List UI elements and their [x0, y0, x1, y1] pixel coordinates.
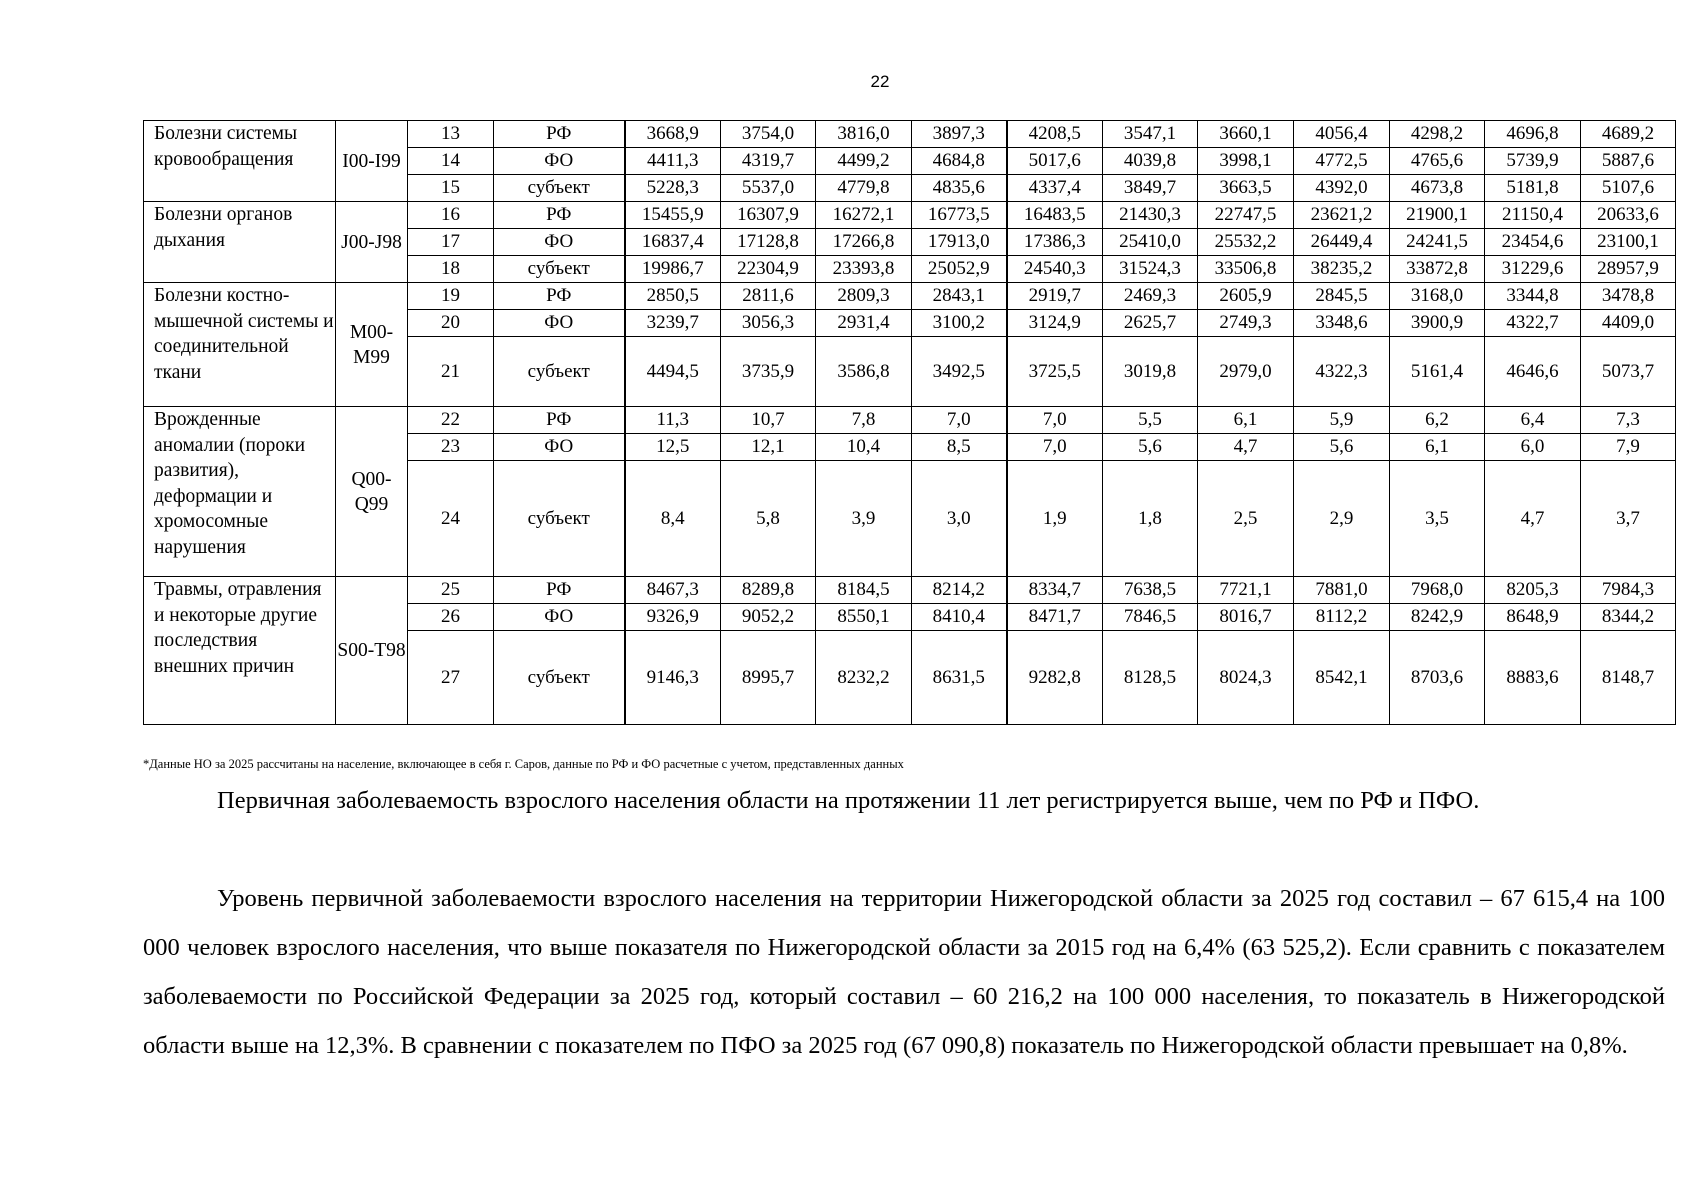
value-cell: 3,5: [1390, 461, 1485, 577]
value-cell: 8184,5: [816, 577, 912, 604]
value-cell: 8550,1: [816, 604, 912, 631]
value-cell: 25532,2: [1198, 229, 1294, 256]
value-cell: 4779,8: [816, 175, 912, 202]
value-cell: 3586,8: [816, 337, 912, 407]
value-cell: 6,1: [1390, 434, 1485, 461]
value-cell: 3725,5: [1007, 337, 1103, 407]
value-cell: 8344,2: [1581, 604, 1676, 631]
territory-cell: ФО: [494, 310, 625, 337]
value-cell: 12,5: [625, 434, 721, 461]
value-cell: 5161,4: [1390, 337, 1485, 407]
value-cell: 1,9: [1007, 461, 1103, 577]
value-cell: 5228,3: [625, 175, 721, 202]
row-number-cell: 23: [408, 434, 494, 461]
value-cell: 4322,3: [1294, 337, 1390, 407]
value-cell: 7,0: [912, 407, 1007, 434]
value-cell: 8214,2: [912, 577, 1007, 604]
value-cell: 11,3: [625, 407, 721, 434]
morbidity-table: [143, 120, 1676, 725]
value-cell: 3900,9: [1390, 310, 1485, 337]
value-cell: 19986,7: [625, 256, 721, 283]
paragraph-2: Уровень первичной заболеваемости взрослого населения на территории Нижегородской области за 2025 год составил – 67 615,4 на 100 000 человек взрослого населения, что выше показателя по Нижегородской области за 2015 год на 6,4% (63 525,2). Если сравнить с показателем заболеваемости по Российской Федерации за 2025 год, который составил – 60 216,2 на 100 000 населения, то показатель в Нижегородской области выше на 12,3%. В сравнении с показателем по ПФО за 2025 год (67 090,8) показатель по Нижегородской области превышает на 0,8%.: [143, 885, 1665, 1059]
value-cell: 23454,6: [1485, 229, 1581, 256]
value-cell: 5,6: [1294, 434, 1390, 461]
value-cell: 3816,0: [816, 121, 912, 148]
table-body: [144, 121, 1676, 725]
value-cell: 4494,5: [625, 337, 721, 407]
value-cell: 5181,8: [1485, 175, 1581, 202]
value-cell: 3897,3: [912, 121, 1007, 148]
value-cell: 16773,5: [912, 202, 1007, 229]
value-cell: 2979,0: [1198, 337, 1294, 407]
value-cell: 7968,0: [1390, 577, 1485, 604]
value-cell: 21900,1: [1390, 202, 1485, 229]
value-cell: 31524,3: [1103, 256, 1198, 283]
value-cell: 5,5: [1103, 407, 1198, 434]
value-cell: 2843,1: [912, 283, 1007, 310]
value-cell: 4,7: [1198, 434, 1294, 461]
value-cell: 5887,6: [1581, 148, 1676, 175]
value-cell: 23621,2: [1294, 202, 1390, 229]
icd-code-cell: J00-J98: [336, 202, 408, 283]
disease-name-cell: Врожденные аномалии (пороки развития), деформации и хромосомные нарушения: [144, 407, 336, 577]
value-cell: 3668,9: [625, 121, 721, 148]
value-cell: 3239,7: [625, 310, 721, 337]
value-cell: 6,4: [1485, 407, 1581, 434]
value-cell: 4673,8: [1390, 175, 1485, 202]
row-number-cell: 18: [408, 256, 494, 283]
value-cell: 33872,8: [1390, 256, 1485, 283]
value-cell: 2811,6: [721, 283, 816, 310]
value-cell: 2931,4: [816, 310, 912, 337]
value-cell: 7881,0: [1294, 577, 1390, 604]
value-cell: 24540,3: [1007, 256, 1103, 283]
value-cell: 3100,2: [912, 310, 1007, 337]
value-cell: 8016,7: [1198, 604, 1294, 631]
value-cell: 17913,0: [912, 229, 1007, 256]
value-cell: 25052,9: [912, 256, 1007, 283]
territory-cell: субъект: [494, 337, 625, 407]
value-cell: 9052,2: [721, 604, 816, 631]
value-cell: 4684,8: [912, 148, 1007, 175]
value-cell: 4208,5: [1007, 121, 1103, 148]
value-cell: 23100,1: [1581, 229, 1676, 256]
value-cell: 2469,3: [1103, 283, 1198, 310]
row-number-cell: 27: [408, 631, 494, 725]
table-row: [144, 202, 1676, 229]
value-cell: 2605,9: [1198, 283, 1294, 310]
value-cell: 2850,5: [625, 283, 721, 310]
table-row: [144, 577, 1676, 604]
territory-cell: РФ: [494, 121, 625, 148]
value-cell: 3348,6: [1294, 310, 1390, 337]
disease-name-cell: Болезни системы кровообращения: [144, 121, 336, 202]
value-cell: 5073,7: [1581, 337, 1676, 407]
value-cell: 28957,9: [1581, 256, 1676, 283]
territory-cell: ФО: [494, 604, 625, 631]
value-cell: 25410,0: [1103, 229, 1198, 256]
value-cell: 9282,8: [1007, 631, 1103, 725]
value-cell: 3344,8: [1485, 283, 1581, 310]
value-cell: 4,7: [1485, 461, 1581, 577]
value-cell: 33506,8: [1198, 256, 1294, 283]
value-cell: 3056,3: [721, 310, 816, 337]
value-cell: 21150,4: [1485, 202, 1581, 229]
disease-name-cell: Болезни костно-мышечной системы и соединительной ткани: [144, 283, 336, 407]
value-cell: 7721,1: [1198, 577, 1294, 604]
value-cell: 9326,9: [625, 604, 721, 631]
row-number-cell: 19: [408, 283, 494, 310]
territory-cell: РФ: [494, 577, 625, 604]
value-cell: 3168,0: [1390, 283, 1485, 310]
value-cell: 4772,5: [1294, 148, 1390, 175]
value-cell: 31229,6: [1485, 256, 1581, 283]
row-number-cell: 24: [408, 461, 494, 577]
table-footnote: *Данные НО за 2025 рассчитаны на население, включающее в себя г. Саров, данные по РФ и ФО расчетные с учетом, представленных данных: [143, 757, 904, 771]
value-cell: 24241,5: [1390, 229, 1485, 256]
territory-cell: ФО: [494, 229, 625, 256]
value-cell: 8,5: [912, 434, 1007, 461]
value-cell: 4409,0: [1581, 310, 1676, 337]
value-cell: 10,7: [721, 407, 816, 434]
value-cell: 12,1: [721, 434, 816, 461]
value-cell: 8024,3: [1198, 631, 1294, 725]
value-cell: 4298,2: [1390, 121, 1485, 148]
value-cell: 4696,8: [1485, 121, 1581, 148]
value-cell: 16483,5: [1007, 202, 1103, 229]
icd-code-cell: Q00-Q99: [336, 407, 408, 577]
value-cell: 2749,3: [1198, 310, 1294, 337]
value-cell: 3478,8: [1581, 283, 1676, 310]
value-cell: 8232,2: [816, 631, 912, 725]
row-number-cell: 25: [408, 577, 494, 604]
value-cell: 4411,3: [625, 148, 721, 175]
value-cell: 4689,2: [1581, 121, 1676, 148]
value-cell: 15455,9: [625, 202, 721, 229]
value-cell: 8648,9: [1485, 604, 1581, 631]
value-cell: 8995,7: [721, 631, 816, 725]
value-cell: 7,3: [1581, 407, 1676, 434]
table-row: [144, 407, 1676, 434]
value-cell: 5739,9: [1485, 148, 1581, 175]
value-cell: 23393,8: [816, 256, 912, 283]
value-cell: 2625,7: [1103, 310, 1198, 337]
value-cell: 4499,2: [816, 148, 912, 175]
icd-code-cell: S00-T98: [336, 577, 408, 725]
icd-code-cell: M00-M99: [336, 283, 408, 407]
value-cell: 3,7: [1581, 461, 1676, 577]
value-cell: 3019,8: [1103, 337, 1198, 407]
value-cell: 5017,6: [1007, 148, 1103, 175]
value-cell: 4835,6: [912, 175, 1007, 202]
value-cell: 8205,3: [1485, 577, 1581, 604]
row-number-cell: 15: [408, 175, 494, 202]
value-cell: 4646,6: [1485, 337, 1581, 407]
value-cell: 5,8: [721, 461, 816, 577]
territory-cell: ФО: [494, 434, 625, 461]
territory-cell: РФ: [494, 283, 625, 310]
value-cell: 3735,9: [721, 337, 816, 407]
disease-name-cell: Травмы, отравления и некоторые другие последствия внешних причин: [144, 577, 336, 725]
value-cell: 7,8: [816, 407, 912, 434]
value-cell: 22304,9: [721, 256, 816, 283]
territory-cell: РФ: [494, 202, 625, 229]
value-cell: 2919,7: [1007, 283, 1103, 310]
value-cell: 6,2: [1390, 407, 1485, 434]
value-cell: 8289,8: [721, 577, 816, 604]
value-cell: 8334,7: [1007, 577, 1103, 604]
value-cell: 2,5: [1198, 461, 1294, 577]
value-cell: 4337,4: [1007, 175, 1103, 202]
territory-cell: субъект: [494, 461, 625, 577]
value-cell: 2809,3: [816, 283, 912, 310]
value-cell: 10,4: [816, 434, 912, 461]
value-cell: 17128,8: [721, 229, 816, 256]
value-cell: 6,0: [1485, 434, 1581, 461]
value-cell: 8128,5: [1103, 631, 1198, 725]
page-number: 22: [870, 72, 890, 91]
value-cell: 8242,9: [1390, 604, 1485, 631]
disease-name-cell: Болезни органов дыхания: [144, 202, 336, 283]
value-cell: 1,8: [1103, 461, 1198, 577]
row-number-cell: 14: [408, 148, 494, 175]
value-cell: 26449,4: [1294, 229, 1390, 256]
value-cell: 4765,6: [1390, 148, 1485, 175]
value-cell: 38235,2: [1294, 256, 1390, 283]
value-cell: 7846,5: [1103, 604, 1198, 631]
value-cell: 8631,5: [912, 631, 1007, 725]
value-cell: 16307,9: [721, 202, 816, 229]
value-cell: 3124,9: [1007, 310, 1103, 337]
territory-cell: РФ: [494, 407, 625, 434]
value-cell: 5537,0: [721, 175, 816, 202]
value-cell: 8112,2: [1294, 604, 1390, 631]
value-cell: 8,4: [625, 461, 721, 577]
value-cell: 8471,7: [1007, 604, 1103, 631]
value-cell: 4392,0: [1294, 175, 1390, 202]
value-cell: 7,9: [1581, 434, 1676, 461]
territory-cell: субъект: [494, 631, 625, 725]
value-cell: 7,0: [1007, 407, 1103, 434]
icd-code-cell: I00-I99: [336, 121, 408, 202]
value-cell: 17266,8: [816, 229, 912, 256]
value-cell: 8467,3: [625, 577, 721, 604]
territory-cell: ФО: [494, 148, 625, 175]
value-cell: 5107,6: [1581, 175, 1676, 202]
row-number-cell: 20: [408, 310, 494, 337]
value-cell: 8148,7: [1581, 631, 1676, 725]
table-row: [144, 283, 1676, 310]
value-cell: 2845,5: [1294, 283, 1390, 310]
row-number-cell: 22: [408, 407, 494, 434]
territory-cell: субъект: [494, 175, 625, 202]
value-cell: 4319,7: [721, 148, 816, 175]
value-cell: 3,0: [912, 461, 1007, 577]
value-cell: 3660,1: [1198, 121, 1294, 148]
value-cell: 5,9: [1294, 407, 1390, 434]
value-cell: 3754,0: [721, 121, 816, 148]
row-number-cell: 21: [408, 337, 494, 407]
row-number-cell: 26: [408, 604, 494, 631]
value-cell: 4039,8: [1103, 148, 1198, 175]
value-cell: 7984,3: [1581, 577, 1676, 604]
value-cell: 7638,5: [1103, 577, 1198, 604]
value-cell: 16837,4: [625, 229, 721, 256]
value-cell: 9146,3: [625, 631, 721, 725]
value-cell: 16272,1: [816, 202, 912, 229]
value-cell: 17386,3: [1007, 229, 1103, 256]
value-cell: 21430,3: [1103, 202, 1198, 229]
value-cell: 8542,1: [1294, 631, 1390, 725]
value-cell: 3,9: [816, 461, 912, 577]
territory-cell: субъект: [494, 256, 625, 283]
paragraph-1: Первичная заболеваемость взрослого населения области на протяжении 11 лет регистрируется выше, чем по РФ и ПФО.: [217, 787, 1480, 814]
value-cell: 8883,6: [1485, 631, 1581, 725]
value-cell: 22747,5: [1198, 202, 1294, 229]
value-cell: 4322,7: [1485, 310, 1581, 337]
value-cell: 3849,7: [1103, 175, 1198, 202]
value-cell: 6,1: [1198, 407, 1294, 434]
value-cell: 4056,4: [1294, 121, 1390, 148]
value-cell: 7,0: [1007, 434, 1103, 461]
value-cell: 3547,1: [1103, 121, 1198, 148]
value-cell: 5,6: [1103, 434, 1198, 461]
value-cell: 2,9: [1294, 461, 1390, 577]
value-cell: 3998,1: [1198, 148, 1294, 175]
row-number-cell: 17: [408, 229, 494, 256]
table-row: [144, 121, 1676, 148]
value-cell: 3492,5: [912, 337, 1007, 407]
value-cell: 3663,5: [1198, 175, 1294, 202]
value-cell: 8703,6: [1390, 631, 1485, 725]
value-cell: 20633,6: [1581, 202, 1676, 229]
row-number-cell: 13: [408, 121, 494, 148]
value-cell: 8410,4: [912, 604, 1007, 631]
row-number-cell: 16: [408, 202, 494, 229]
